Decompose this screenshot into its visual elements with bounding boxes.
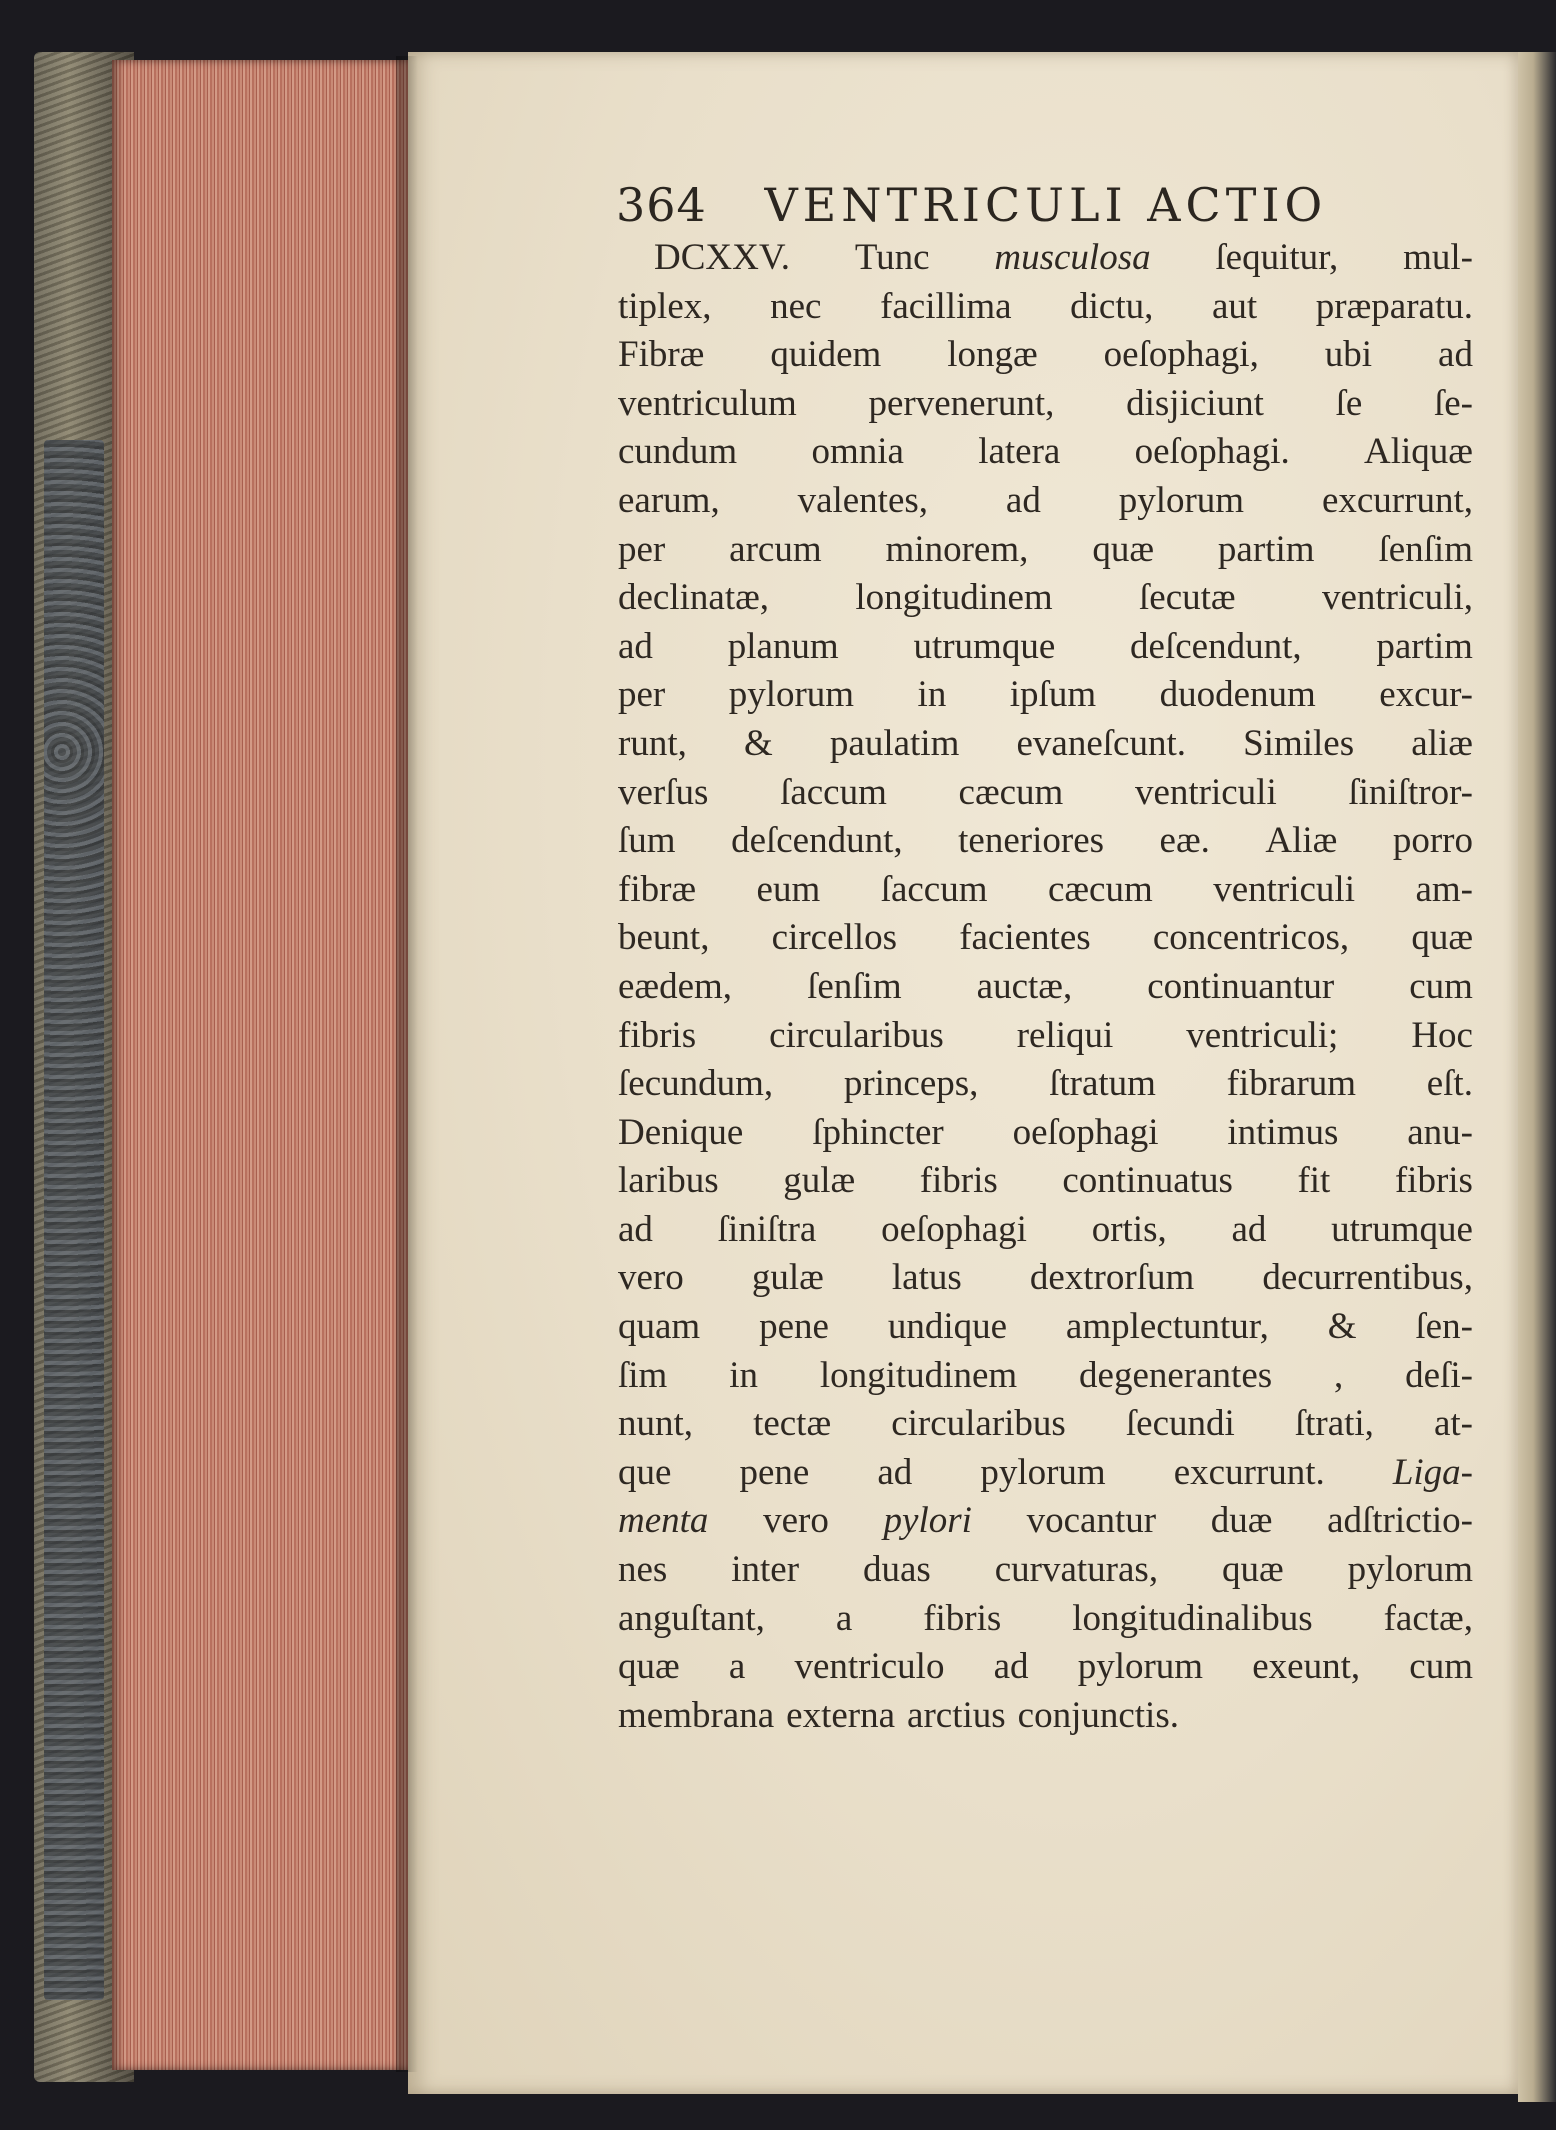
word: Fibræ xyxy=(618,334,705,376)
word: nec xyxy=(770,285,822,327)
word: ad xyxy=(618,625,653,667)
word: ad xyxy=(618,1208,653,1250)
word: arcum xyxy=(729,528,822,570)
word: per xyxy=(618,528,666,570)
word: facientes xyxy=(959,917,1091,959)
word: nunt, xyxy=(618,1403,694,1445)
word: cum xyxy=(1409,965,1473,1007)
word: ſtrati, xyxy=(1294,1403,1374,1445)
word: cæcum xyxy=(958,771,1064,813)
word: aut xyxy=(1211,285,1258,327)
word: tiplex, xyxy=(618,285,712,327)
word: beunt, xyxy=(618,917,710,959)
text-line xyxy=(618,1400,1473,1449)
word: utrumque xyxy=(913,625,1056,667)
page-gutter xyxy=(396,56,418,2072)
word: ipſum xyxy=(1009,674,1097,716)
word: ſtratum xyxy=(1049,1063,1156,1105)
text-line xyxy=(618,1449,1473,1498)
word: earum, xyxy=(618,479,720,521)
text-line xyxy=(618,1497,1473,1546)
word: ſphincter xyxy=(812,1111,944,1153)
text-line xyxy=(618,1546,1473,1595)
marbled-cover-paper xyxy=(44,440,104,2000)
word: adſtrictio- xyxy=(1327,1500,1473,1542)
word: latera xyxy=(978,431,1061,473)
word: amplectuntur, xyxy=(1065,1306,1269,1348)
word: ſequitur, xyxy=(1215,237,1339,278)
word: planum xyxy=(727,625,839,667)
text-line xyxy=(618,963,1473,1012)
word: fit xyxy=(1297,1160,1331,1202)
word: quæ xyxy=(618,1646,680,1688)
word: partim xyxy=(1217,528,1315,570)
text-line xyxy=(618,331,1473,380)
word: ſen- xyxy=(1415,1306,1473,1348)
word: longitudinalibus xyxy=(1072,1597,1313,1639)
word: eſt. xyxy=(1426,1063,1473,1105)
word: pene xyxy=(759,1306,829,1348)
word: ad xyxy=(1005,479,1041,521)
text-line xyxy=(618,283,1473,332)
word: pylorum xyxy=(1347,1549,1473,1591)
word: vocantur xyxy=(1026,1500,1157,1542)
word: duæ xyxy=(1210,1500,1273,1542)
word: minorem, xyxy=(885,528,1029,570)
word: intimus xyxy=(1227,1111,1339,1153)
word: gulæ xyxy=(783,1160,856,1202)
text-line xyxy=(618,671,1473,720)
text-line xyxy=(618,1060,1473,1109)
word: quam xyxy=(618,1306,701,1348)
word: pylorum xyxy=(980,1451,1106,1493)
word: ſim xyxy=(618,1354,668,1396)
word: ventriculi; xyxy=(1186,1014,1339,1056)
word: per xyxy=(618,674,666,716)
word: fibris xyxy=(1394,1160,1473,1202)
word: excurrunt, xyxy=(1321,479,1473,521)
word: pylori xyxy=(883,1500,972,1542)
word: longitudinem xyxy=(855,577,1053,619)
page-right-edge xyxy=(1518,52,1556,2102)
page-edges xyxy=(112,60,408,2070)
word: laribus xyxy=(618,1160,719,1202)
word: cæcum xyxy=(1047,868,1153,910)
word: pervenerunt, xyxy=(868,382,1055,424)
word: princeps, xyxy=(843,1063,979,1105)
word: dextrorſum xyxy=(1029,1257,1195,1299)
text-line xyxy=(618,1012,1473,1061)
word: ſenſim xyxy=(807,965,902,1007)
word: anguſtant, xyxy=(618,1597,765,1639)
word: musculosa xyxy=(994,237,1151,278)
word: disjiciunt xyxy=(1126,382,1264,424)
word: , xyxy=(1334,1354,1344,1396)
word: ſecundi xyxy=(1125,1403,1235,1445)
word: circellos xyxy=(771,917,897,959)
word: menta xyxy=(618,1500,709,1542)
word: ſecundum, xyxy=(618,1063,774,1105)
word: ubi xyxy=(1324,334,1373,376)
word: pylorum xyxy=(728,674,855,716)
word: ventriculi, xyxy=(1321,577,1473,619)
text-line xyxy=(618,1692,1473,1741)
word: deſcendunt, xyxy=(731,820,903,862)
word: DCXXV. xyxy=(654,237,791,278)
word: excurrunt. xyxy=(1173,1451,1325,1493)
text-line xyxy=(618,1303,1473,1352)
word: ſe xyxy=(1335,382,1363,424)
word: oeſophagi, xyxy=(1103,334,1259,376)
text-line xyxy=(618,1595,1473,1644)
word: deſi- xyxy=(1405,1354,1473,1396)
text-line xyxy=(618,477,1473,526)
word: & xyxy=(1327,1306,1357,1348)
word: partim xyxy=(1376,625,1473,667)
word: circularibus xyxy=(891,1403,1066,1445)
word: nes xyxy=(618,1549,668,1591)
text-line xyxy=(618,769,1473,818)
word: oeſophagi xyxy=(1012,1111,1159,1153)
word: ſaccum xyxy=(780,771,887,813)
page-number: 364 xyxy=(616,178,707,232)
word: præparatu. xyxy=(1315,285,1473,327)
word: aliæ xyxy=(1411,722,1473,764)
word: fibris xyxy=(923,1597,1002,1639)
word: exeunt, xyxy=(1252,1646,1361,1688)
word: fibræ xyxy=(618,868,697,910)
word: declinatæ, xyxy=(618,577,770,619)
word: tectæ xyxy=(753,1403,832,1445)
text-line xyxy=(618,1157,1473,1206)
word: omnia xyxy=(811,431,904,473)
word: a xyxy=(835,1597,853,1639)
word: pene xyxy=(739,1451,810,1493)
word: ſaccum xyxy=(880,868,988,910)
word: ſecutæ xyxy=(1139,577,1236,619)
word: Similes xyxy=(1243,722,1355,764)
word: anu- xyxy=(1407,1111,1473,1153)
running-head xyxy=(616,178,1496,232)
word: ad xyxy=(993,1646,1029,1688)
word: auctæ, xyxy=(976,965,1073,1007)
word: at- xyxy=(1433,1403,1473,1445)
word: deſcendunt, xyxy=(1130,625,1302,667)
word: paulatim xyxy=(829,722,960,764)
word: membrana xyxy=(618,1694,775,1736)
running-title: VENTRICULI ACTIO xyxy=(764,178,1328,232)
word: ventriculum xyxy=(618,382,797,424)
word: verſus xyxy=(618,771,709,813)
word: dictu, xyxy=(1070,285,1154,327)
word: fibris xyxy=(618,1014,697,1056)
word: mul- xyxy=(1403,237,1473,278)
text-line xyxy=(618,1109,1473,1158)
word: vero xyxy=(618,1257,684,1299)
word: factæ, xyxy=(1383,1597,1473,1639)
word: longæ xyxy=(947,334,1038,376)
body-text xyxy=(618,234,1473,1740)
word: reliqui xyxy=(1016,1014,1114,1056)
word: fibrarum xyxy=(1226,1063,1357,1105)
text-line xyxy=(618,526,1473,575)
text-line xyxy=(618,380,1473,429)
word: conjunctis. xyxy=(1017,1694,1179,1736)
word: ad xyxy=(1438,334,1473,376)
word: in xyxy=(917,674,947,716)
word: externa xyxy=(786,1694,896,1736)
text-line xyxy=(618,574,1473,623)
text-line xyxy=(618,817,1473,866)
word: ad xyxy=(1231,1208,1267,1250)
word: Aliquæ xyxy=(1364,431,1473,473)
word: cum xyxy=(1409,1646,1473,1688)
word: ventriculo xyxy=(794,1646,945,1688)
text-line xyxy=(618,1643,1473,1692)
word: pylorum xyxy=(1118,479,1245,521)
word: arctius xyxy=(907,1694,1006,1736)
word: ſenſim xyxy=(1378,528,1473,570)
word: ad xyxy=(877,1451,913,1493)
word: quæ xyxy=(1222,1549,1284,1591)
word: pylorum xyxy=(1077,1646,1204,1688)
word: Tunc xyxy=(854,237,930,278)
word: degenerantes xyxy=(1079,1354,1273,1396)
word: oeſophagi. xyxy=(1134,431,1290,473)
word: Hoc xyxy=(1411,1014,1473,1056)
text-line xyxy=(618,720,1473,769)
text-line xyxy=(618,914,1473,963)
word: undique xyxy=(887,1306,1008,1348)
word: ventriculi xyxy=(1213,868,1355,910)
word: oeſophagi xyxy=(881,1208,1027,1250)
word: duas xyxy=(862,1549,931,1591)
word: quæ xyxy=(1411,917,1473,959)
word: longitudinem xyxy=(819,1354,1018,1396)
word: valentes, xyxy=(797,479,929,521)
text-line xyxy=(618,1206,1473,1255)
word: curvaturas, xyxy=(994,1549,1159,1591)
word: teneriores xyxy=(958,820,1105,862)
word: porro xyxy=(1392,820,1473,862)
word: ortis, xyxy=(1091,1208,1167,1250)
word: latus xyxy=(891,1257,962,1299)
word: inter xyxy=(731,1549,800,1591)
word: concentricos, xyxy=(1152,917,1350,959)
word: eum xyxy=(756,868,821,910)
text-line xyxy=(618,428,1473,477)
word: vero xyxy=(763,1500,829,1542)
word: ſe- xyxy=(1433,382,1473,424)
word: circularibus xyxy=(769,1014,944,1056)
word: decurrentibus, xyxy=(1262,1257,1473,1299)
word: in xyxy=(729,1354,758,1396)
word: facillima xyxy=(880,285,1012,327)
word: eæ. xyxy=(1159,820,1210,862)
word: Denique xyxy=(618,1111,744,1153)
text-line xyxy=(618,866,1473,915)
word: continuantur xyxy=(1147,965,1335,1007)
word: Aliæ xyxy=(1265,820,1338,862)
text-line xyxy=(618,623,1473,672)
word: fibris xyxy=(919,1160,998,1202)
word: que xyxy=(618,1451,672,1493)
word: duodenum xyxy=(1159,674,1316,716)
word: continuatus xyxy=(1062,1160,1233,1202)
word: a xyxy=(728,1646,746,1688)
word: Liga- xyxy=(1392,1451,1473,1493)
word: gulæ xyxy=(751,1257,824,1299)
text-line xyxy=(618,1352,1473,1401)
word: quidem xyxy=(770,334,882,376)
word: evaneſcunt. xyxy=(1016,722,1186,764)
word: & xyxy=(743,722,773,764)
word: ſiniſtror- xyxy=(1348,771,1473,813)
word: ſiniſtra xyxy=(717,1208,817,1250)
word: ventriculi xyxy=(1134,771,1277,813)
word: ſum xyxy=(618,820,676,862)
word: eædem, xyxy=(618,965,733,1007)
word: runt, xyxy=(618,722,687,764)
text-line xyxy=(618,1254,1473,1303)
word: am- xyxy=(1415,868,1473,910)
word: utrumque xyxy=(1331,1208,1473,1250)
word: quæ xyxy=(1092,528,1154,570)
word: excur- xyxy=(1379,674,1473,716)
text-line xyxy=(618,234,1473,283)
word: cundum xyxy=(618,431,738,473)
